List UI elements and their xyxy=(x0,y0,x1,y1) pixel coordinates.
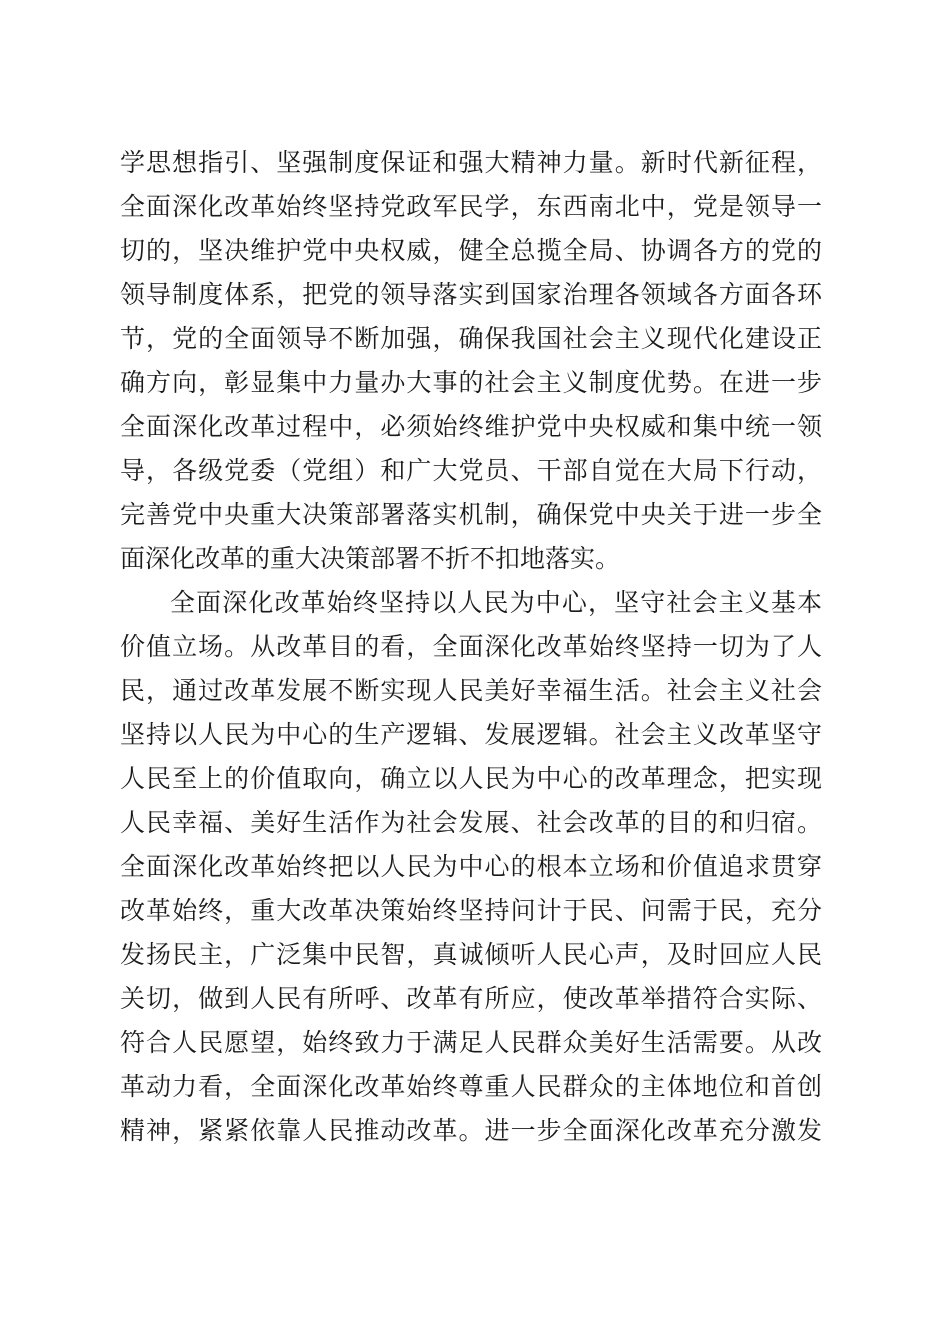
body-text xyxy=(120,141,822,1153)
text-line: 全面深化改革过程中，必须始终维护党中央权威和集中统一领 xyxy=(120,412,822,441)
text-line: 符合人民愿望，始终致力于满足人民群众美好生活需要。从改 xyxy=(120,1028,822,1057)
text-line: 学思想指引、坚强制度保证和强大精神力量。新时代新征程， xyxy=(120,148,822,177)
paragraph-first-line: 全面深化改革始终坚持以人民为中心，坚守社会主义基本 xyxy=(170,588,822,617)
text-line: 全面深化改革始终坚持党政军民学，东西南北中，党是领导一 xyxy=(120,192,822,221)
text-line: 完善党中央重大决策部署落实机制，确保党中央关于进一步全 xyxy=(120,500,822,529)
text-line: 精神，紧紧依靠人民推动改革。进一步全面深化改革充分激发 xyxy=(120,1116,822,1145)
text-line: 民，通过改革发展不断实现人民美好幸福生活。社会主义社会 xyxy=(120,676,822,705)
text-line: 切的，坚决维护党中央权威，健全总揽全局、协调各方的党的 xyxy=(120,236,822,265)
text-line: 关切，做到人民有所呼、改革有所应，使改革举措符合实际、 xyxy=(120,984,822,1013)
text-line: 节，党的全面领导不断加强，确保我国社会主义现代化建设正 xyxy=(120,324,822,353)
text-line: 确方向，彰显集中力量办大事的社会主义制度优势。在进一步 xyxy=(120,368,822,397)
text-line: 革动力看，全面深化改革始终尊重人民群众的主体地位和首创 xyxy=(120,1072,822,1101)
text-line: 面深化改革的重大决策部署不折不扣地落实。 xyxy=(120,544,621,573)
text-line: 人民幸福、美好生活作为社会发展、社会改革的目的和归宿。 xyxy=(120,808,822,837)
text-line: 价值立场。从改革目的看，全面深化改革始终坚持一切为了人 xyxy=(120,632,822,661)
text-line: 导，各级党委（党组）和广大党员、干部自觉在大局下行动， xyxy=(120,456,822,485)
text-line: 全面深化改革始终把以人民为中心的根本立场和价值追求贯穿 xyxy=(120,852,822,881)
text-line: 领导制度体系，把党的领导落实到国家治理各领域各方面各环 xyxy=(120,280,822,309)
text-line: 坚持以人民为中心的生产逻辑、发展逻辑。社会主义改革坚守 xyxy=(120,720,822,749)
text-line: 发扬民主，广泛集中民智，真诚倾听人民心声，及时回应人民 xyxy=(120,940,822,969)
text-line: 人民至上的价值取向，确立以人民为中心的改革理念，把实现 xyxy=(120,764,822,793)
text-line: 改革始终，重大改革决策始终坚持问计于民、问需于民，充分 xyxy=(120,896,822,925)
